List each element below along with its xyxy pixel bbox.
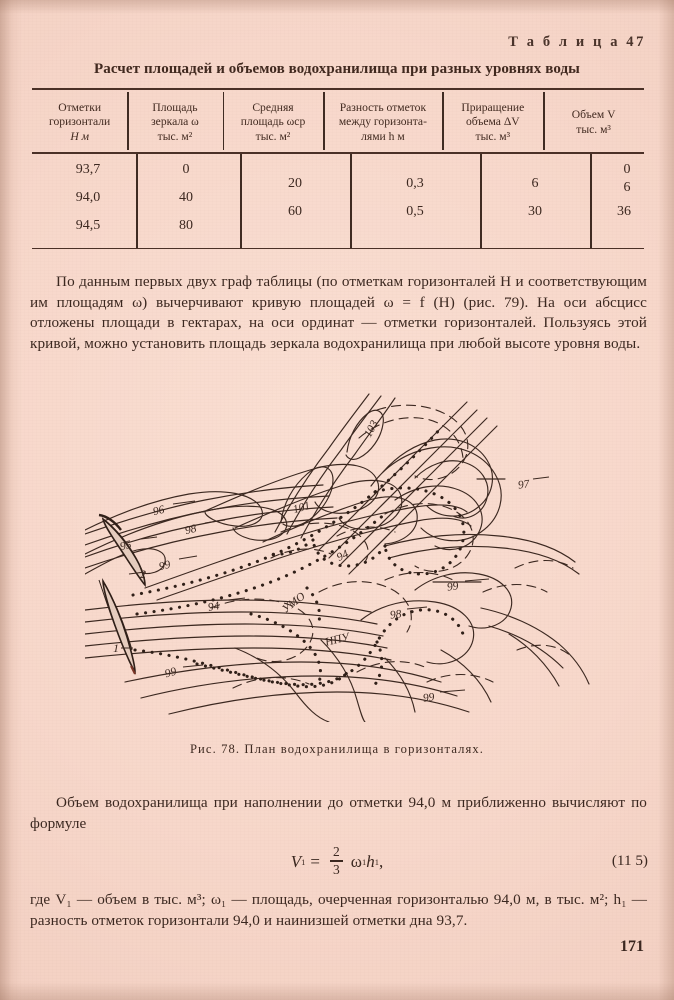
page-number: 171 bbox=[620, 938, 644, 955]
header-line-2: тыс. м³ bbox=[576, 122, 611, 136]
fraction-numerator: 2 bbox=[333, 844, 340, 859]
formula-omega: ω bbox=[350, 851, 362, 871]
table-cell-volume: 6 bbox=[623, 179, 631, 195]
contour-label: 94 bbox=[207, 600, 221, 614]
contour-label: 101 bbox=[291, 499, 312, 517]
header-line-1: Площадь bbox=[152, 100, 198, 114]
formula-omega-subscript: 1 bbox=[361, 856, 367, 867]
contour-label: 95 bbox=[118, 538, 133, 554]
column-divider bbox=[350, 154, 352, 248]
contour-label: 98 bbox=[183, 522, 198, 538]
formula-h: h bbox=[366, 851, 375, 871]
table-cell-area: 40 bbox=[179, 189, 193, 205]
header-line-3: H м bbox=[70, 129, 89, 143]
table-title: Расчет площадей и объемов водохранилища при разных уровнях воды bbox=[93, 61, 580, 77]
column-divider bbox=[240, 154, 242, 248]
header-line-3: тыс. м² bbox=[157, 129, 193, 143]
formula-h-subscript: 1 bbox=[374, 856, 379, 867]
paragraph-text: Объем водохранилища при наполнении до отметки 94,0 м приближенно вычисляют по формуле bbox=[30, 794, 647, 832]
contour-label: 99 bbox=[446, 580, 460, 594]
column-divider bbox=[323, 92, 325, 150]
header-line-3: лями h м bbox=[361, 129, 405, 143]
column-divider bbox=[590, 154, 592, 248]
dam-structures bbox=[99, 515, 145, 674]
contour-label: 97 bbox=[517, 478, 531, 492]
formula-volume bbox=[0, 846, 674, 878]
table-header-cell-elevation bbox=[32, 90, 127, 152]
table-header-cell-volume-increment bbox=[442, 90, 543, 152]
paragraph-text: где V₁ — объем в тыс. м³; ω₁ — площадь, очерченная горизонталью 94,0 м, в тыс. м²; h₁ — разность отметок горизонтали 94,0 и наинизшей отметки дна 93,7. bbox=[30, 891, 647, 929]
dam-label-2: 2 bbox=[140, 567, 146, 581]
table-cell-elevation: 93,7 bbox=[75, 161, 101, 177]
table-cell-area: 0 bbox=[182, 161, 190, 177]
formula-equals: = bbox=[310, 851, 321, 871]
table-header-row bbox=[32, 90, 644, 152]
contour-label: 99 bbox=[157, 558, 172, 574]
table-cell-mean-area: 20 bbox=[288, 175, 302, 191]
table-cell-height-diff: 0,3 bbox=[406, 175, 424, 191]
table-cell-height-diff: 0,5 bbox=[406, 203, 424, 219]
paragraph-volume-formula-intro bbox=[30, 793, 647, 834]
fraction-denominator: 3 bbox=[333, 861, 340, 877]
table-cell-area: 80 bbox=[179, 217, 193, 233]
paragraph-text: По данным первых двух граф таблицы (по отметкам горизонталей H и соответствующим им площадям ω) вычерчивают кривую площадей ω = f (H) (рис. 79). На оси абсцисс отложены площади в гектарах, на оси ординат — отметки горизонталей. Пользуясь этой кривой, можно установить площадь зеркала водохранилища при любой высоте уровня воды. bbox=[30, 273, 647, 352]
table-cell-volume-increment: 6 bbox=[531, 175, 539, 191]
header-line-1: Приращение bbox=[461, 100, 525, 114]
header-line-1: Объем V bbox=[571, 108, 616, 122]
contour-label: 98 bbox=[389, 608, 403, 622]
table-header-cell-area bbox=[127, 90, 222, 152]
table-cell-volume-increment: 30 bbox=[528, 203, 542, 219]
column-divider bbox=[480, 154, 482, 248]
formula-fraction bbox=[330, 845, 343, 877]
table-body bbox=[32, 154, 644, 248]
table-bottom-rule bbox=[32, 248, 644, 250]
table-header-cell-mean-area bbox=[223, 90, 324, 152]
header-line-3: тыс. м³ bbox=[475, 129, 511, 143]
table-header-cell-volume bbox=[543, 90, 644, 152]
figure-reservoir-contour-map bbox=[85, 382, 595, 722]
water-level-label-umo: УМО bbox=[280, 590, 308, 616]
table-cell-volume: 0 bbox=[623, 161, 631, 177]
formula-comma: , bbox=[378, 851, 384, 871]
figure-caption: Рис. 78. План водохранилища в горизонталях. bbox=[189, 742, 485, 756]
paragraph-curve-description bbox=[30, 272, 647, 354]
table-cell-elevation: 94,5 bbox=[75, 217, 101, 233]
column-divider bbox=[136, 154, 138, 248]
header-line-2: площадь ωср bbox=[240, 115, 306, 129]
contour-label: 96 bbox=[151, 503, 166, 519]
contour-label: 99 bbox=[422, 691, 436, 705]
table-cell-mean-area: 60 bbox=[288, 203, 302, 219]
equation-number: (11 5) bbox=[611, 852, 648, 869]
header-line-1: Отметки bbox=[58, 100, 102, 114]
formula-lhs: V bbox=[290, 851, 302, 871]
data-table bbox=[32, 88, 644, 249]
header-line-2: горизонтали bbox=[49, 115, 111, 129]
header-line-1: Разность отметок bbox=[339, 100, 427, 114]
formula-lhs-subscript: 1 bbox=[301, 856, 306, 867]
contour-label: 99 bbox=[163, 665, 178, 681]
header-line-2: объема ΔV bbox=[465, 115, 520, 129]
table-header-cell-height-diff bbox=[323, 90, 442, 152]
table-number-label: Т а б л и ц а 47 bbox=[508, 34, 646, 50]
column-divider bbox=[223, 92, 225, 150]
table-cell-elevation: 94,0 bbox=[75, 189, 101, 205]
column-divider bbox=[543, 92, 545, 150]
header-line-1: Средняя bbox=[252, 100, 294, 114]
contour-label: 94 bbox=[334, 548, 351, 564]
contour-label: 103 bbox=[362, 418, 381, 440]
column-divider bbox=[127, 92, 129, 150]
water-level-label-npu: НПУ bbox=[323, 631, 351, 649]
header-line-3: тыс. м² bbox=[255, 129, 291, 143]
paragraph-variable-definitions bbox=[30, 890, 647, 931]
header-line-2: зеркала ω bbox=[151, 115, 199, 129]
dam-label-1: 1 bbox=[113, 641, 119, 655]
table-cell-volume: 36 bbox=[617, 203, 631, 219]
column-divider bbox=[442, 92, 444, 150]
header-line-2: между горизонта- bbox=[338, 115, 427, 129]
